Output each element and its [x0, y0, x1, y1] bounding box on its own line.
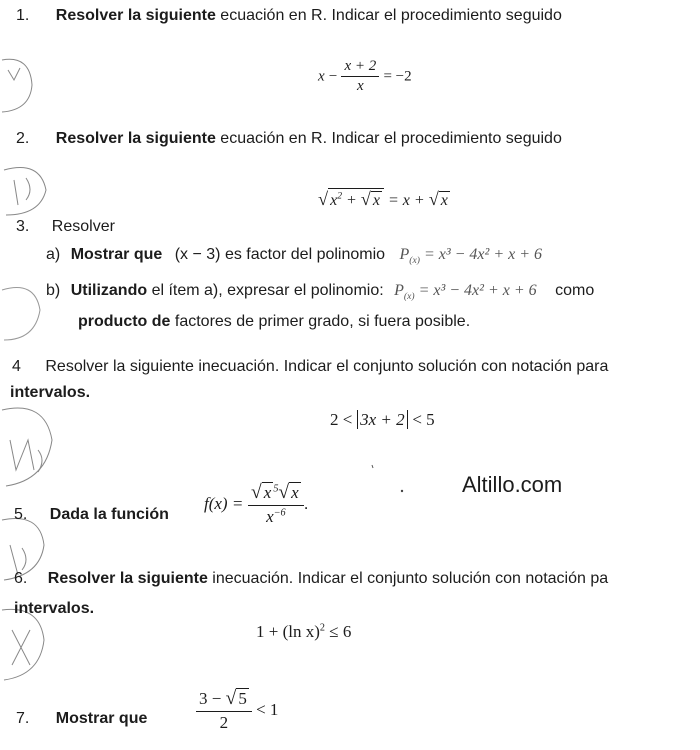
problem-1-equation: [318, 58, 412, 95]
problem-1-text: ecuación en R. Indicar el procedimiento seguido: [215, 7, 562, 24]
problem-4-text: Resolver la siguiente inecuación. Indicar el conjunto solución con notación para: [45, 358, 609, 375]
eq1-var: x: [318, 68, 325, 85]
problem-3a-factor: (x − 3): [174, 246, 221, 263]
problem-3-number: 3.: [16, 218, 30, 235]
problem-7-expression: $\frac{3 - √ 5}{2}$ < 1: [196, 688, 278, 733]
problem-6-equation: [256, 622, 351, 642]
problem-4-header: [12, 358, 608, 376]
eq6-right: ≤ 6: [324, 622, 352, 641]
eq4-left: 2 <: [330, 410, 353, 429]
problem-3b-poly-sub: (x): [403, 291, 415, 303]
eq1-numerator: x + 2: [341, 58, 379, 77]
problem-3b-after: como: [555, 282, 595, 299]
problem-5-function: f(x) = $\frac{√ x ^5√ x}{x^{-6}}$ .: [204, 482, 309, 526]
problem-3b-label: b): [46, 282, 61, 299]
problem-3b-line2-text: factores de primer grado, si fuera posible.: [170, 313, 471, 330]
eq1-denominator: x: [357, 78, 364, 94]
handwritten-circle-1: [2, 59, 32, 112]
problem-3a-poly-name: P: [399, 246, 410, 263]
eq7-den: 2: [219, 713, 229, 732]
eq7-num-root: 5: [238, 689, 247, 708]
problem-6-number: 6.: [14, 570, 28, 587]
eq5-num-a: x: [263, 483, 272, 502]
problem-1-number: 1.: [16, 7, 30, 24]
problem-6-text: inecuación. Indicar el conjunto solución con notación pa: [207, 570, 609, 587]
problem-3b-line2: [78, 313, 470, 331]
problem-5-text: Dada la función: [49, 506, 169, 523]
eq5-root-index: 5: [273, 483, 279, 495]
problem-3a-poly-sub: (x): [409, 255, 420, 267]
problem-3b-bold: Utilizando: [70, 282, 148, 299]
problem-5-number: 5.: [14, 506, 28, 523]
eq6-exp: 2: [319, 622, 325, 634]
eq2-plus: +: [342, 192, 361, 209]
eq4-inside: 3x + 2: [357, 410, 408, 429]
handwritten-check-1: [8, 68, 20, 80]
problem-6-bold: Resolver la siguiente: [47, 570, 208, 587]
handwritten-note-4: [10, 440, 42, 472]
problem-3a: [46, 246, 542, 266]
problem-7-header: [16, 710, 147, 728]
problem-3a-poly-expr: = x³ − 4x² + x + 6: [419, 246, 543, 263]
problem-2-equation: √ $x^2$ + √ x = x + √ x: [318, 189, 448, 209]
eq7-num-left: 3 −: [199, 689, 226, 708]
handwritten-circle-2: [4, 168, 46, 216]
eq5-func: f(x) =: [204, 493, 244, 513]
problem-4-line2: intervalos.: [10, 384, 91, 401]
handwritten-circle-4: [2, 408, 52, 486]
eq1-minus: −: [328, 68, 338, 85]
problem-3b-text: el ítem a), expresar el polinomio:: [147, 282, 384, 299]
handwritten-circle-3: [2, 288, 40, 341]
problem-3-header: [16, 218, 115, 236]
eq1-rhs: = −2: [383, 68, 412, 85]
problem-7-text: Mostrar que: [55, 710, 148, 727]
eq2-inner-base: x: [330, 192, 338, 209]
eq5-den-base: x: [266, 507, 274, 526]
problem-3a-label: a): [46, 246, 61, 263]
problem-1-header: [16, 7, 562, 25]
problem-6-header: [14, 570, 608, 588]
eq4-right: < 5: [412, 410, 435, 429]
problem-3-title: Resolver: [51, 218, 115, 235]
eq2-rhs: = x +: [384, 192, 429, 209]
problem-4-equation: [330, 410, 435, 430]
problem-3b-poly-expr: = x³ − 4x² + x + 6: [414, 282, 537, 299]
speck-mark: [372, 465, 373, 468]
handwritten-note-2: [14, 178, 30, 205]
problem-2-text: ecuación en R. Indicar el procedimiento seguido: [215, 130, 562, 147]
eq5-trail: .: [303, 493, 309, 513]
problem-7-number: 7.: [16, 710, 30, 727]
eq2-inner-exp: 2: [337, 190, 342, 202]
problem-3a-text: es factor del polinomio: [220, 246, 386, 263]
problem-6-line2: intervalos.: [14, 600, 95, 617]
watermark-text: Altillo.com: [462, 472, 563, 497]
problem-3b-poly-name: P: [394, 282, 404, 299]
problem-1-bold: Resolver la siguiente: [55, 7, 216, 24]
problem-2-header: [16, 130, 562, 148]
eq6-left: 1 + (ln x): [256, 622, 320, 641]
eq2-inner-var: x: [372, 192, 380, 209]
dot-mark: [401, 490, 403, 492]
eq5-den-exp: −6: [273, 507, 286, 519]
eq5-num-b: x: [291, 483, 299, 502]
eq7-rhs: < 1: [251, 699, 279, 719]
problem-2-number: 2.: [16, 130, 30, 147]
problem-4-number: 4: [12, 358, 21, 375]
problem-3b: [46, 282, 594, 302]
problem-5-header: [14, 506, 169, 524]
handwritten-cross-6: [12, 630, 30, 665]
problem-3b-line2-bold: producto de: [78, 313, 171, 330]
problem-2-bold: Resolver la siguiente: [55, 130, 216, 147]
eq2-rhs-var: x: [440, 192, 448, 209]
problem-3a-bold: Mostrar que: [70, 246, 163, 263]
